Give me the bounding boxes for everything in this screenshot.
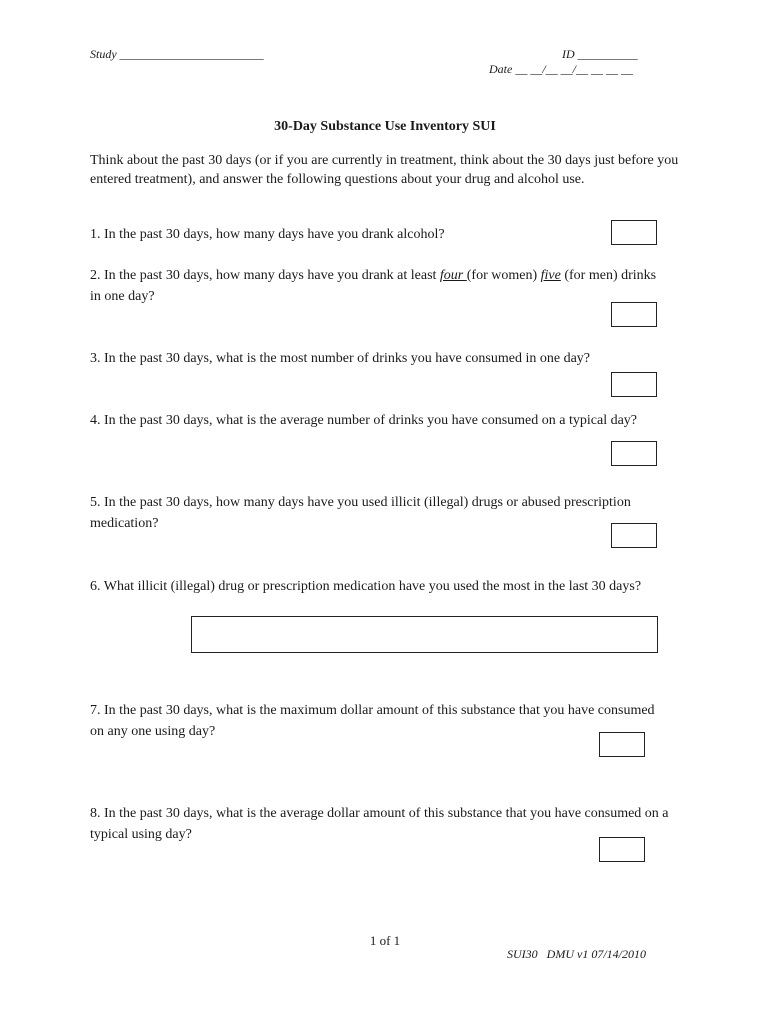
answer-box-q1[interactable]: [611, 220, 657, 245]
question-2-five: five: [540, 268, 561, 283]
question-6: 6. What illicit (illegal) drug or prescription medication have you used the most in the last 30 days?: [90, 579, 642, 594]
question-3: 3. In the past 30 days, what is the most number of drinks you have consumed in one day?: [90, 351, 591, 366]
question-2: [90, 265, 670, 307]
form-code: SUI30 DMU v1 07/14/2010: [507, 947, 646, 961]
question-2-text-post: (for men) drinks in one day?: [90, 268, 657, 304]
question-2-four: four: [439, 268, 467, 283]
question-5: 5. In the past 30 days, how many days have you used illicit (illegal) drugs or abused prescription medication?: [90, 495, 631, 531]
question-1: 1. In the past 30 days, how many days have you drank alcohol?: [90, 227, 445, 242]
answer-box-q8[interactable]: [599, 837, 645, 862]
answer-box-q7[interactable]: [599, 732, 645, 757]
answer-box-q2[interactable]: [611, 302, 657, 327]
answer-box-q6[interactable]: [191, 616, 658, 653]
question-4: 4. In the past 30 days, what is the average number of drinks you have consumed on a typical day?: [90, 413, 638, 428]
intro-paragraph: Think about the past 30 days (or if you are currently in treatment, think about the 30 days just before you entered treatment), and answer the following questions about your drug and alcohol use.: [90, 153, 679, 187]
answer-box-q3[interactable]: [611, 372, 657, 397]
page-number: 1 of 1: [369, 933, 401, 948]
date-field-label: Date __ __/__ __/__ __ __ __: [489, 62, 633, 76]
question-7: 7. In the past 30 days, what is the maximum dollar amount of this substance that you have consumed on any one using day?: [90, 703, 655, 739]
id-field-label: ID __________: [562, 47, 638, 61]
answer-box-q4[interactable]: [611, 441, 657, 466]
question-2-text-pre: 2. In the past 30 days, how many days have you drank at least: [90, 268, 440, 283]
question-8: 8. In the past 30 days, what is the average dollar amount of this substance that you have consumed on a typical using day?: [90, 806, 669, 842]
answer-box-q5[interactable]: [611, 523, 657, 548]
question-2-text-mid: (for women): [466, 268, 541, 283]
study-field-label: Study ________________________: [90, 47, 264, 61]
page-title: 30-Day Substance Use Inventory SUI: [274, 119, 496, 134]
